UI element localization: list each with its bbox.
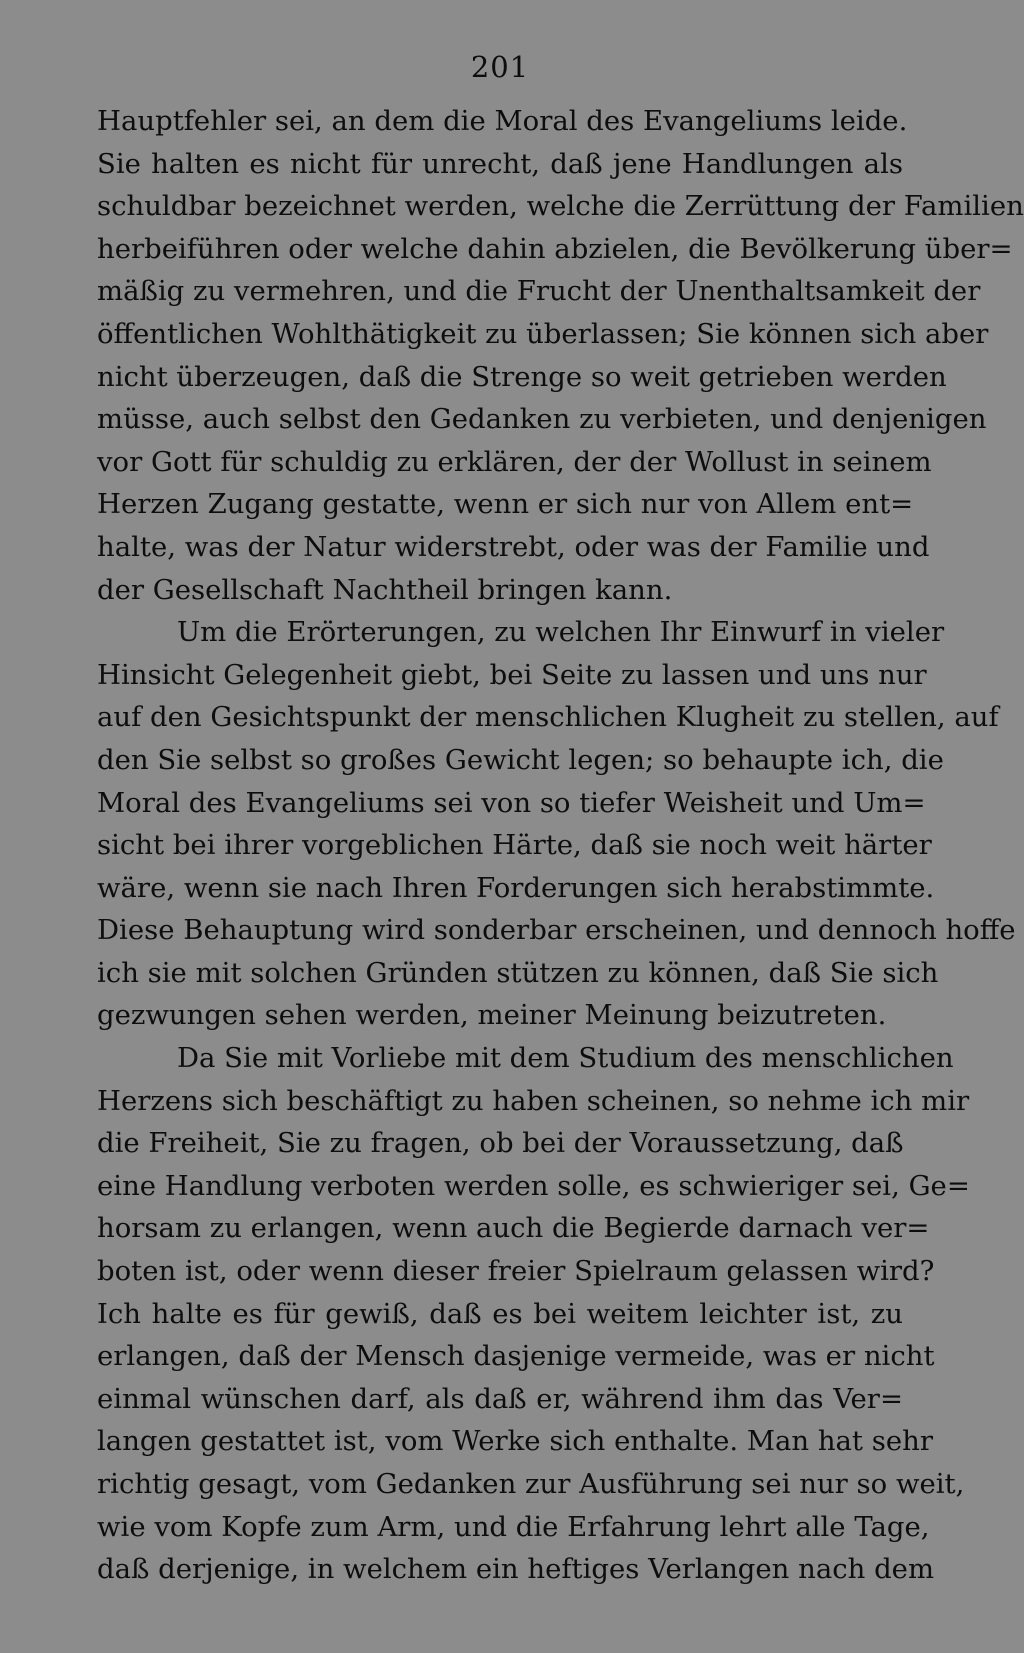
text-line: wie vom Kopfe zum Arm, und die Erfahrung lehrt alle Tage, [97, 1510, 930, 1543]
text-line: wäre, wenn sie nach Ihren Forderungen sich herabstimmte. [97, 871, 935, 904]
paragraph-end-line: gezwungen sehen werden, meiner Meinung beizutreten. [97, 999, 887, 1032]
paragraph-end-line: der Gesellschaft Nachtheil bringen kann. [97, 573, 673, 606]
text-line: eine Handlung verboten werden solle, es schwieriger sei, Ge= [97, 1169, 970, 1202]
body-text [97, 100, 1024, 1591]
text-line: auf den Gesichtspunkt der menschlichen Klugheit zu stellen, auf [97, 701, 999, 734]
text-line: langen gestattet ist, vom Werke sich enthalte. Man hat sehr [97, 1425, 933, 1458]
text-line: ich sie mit solchen Gründen stützen zu können, daß Sie sich [97, 956, 939, 989]
text-line: Herzen Zugang gestatte, wenn er sich nur von Allem ent= [97, 488, 914, 521]
text-line: boten ist, oder wenn dieser freier Spielraum gelassen wird? [97, 1255, 935, 1288]
text-line: müsse, auch selbst den Gedanken zu verbieten, und denjenigen [97, 403, 987, 436]
text-line: herbeiführen oder welche dahin abzielen, die Bevölkerung über= [97, 232, 1013, 265]
text-line: einmal wünschen darf, als daß er, während ihm das Ver= [97, 1382, 903, 1415]
text-line: halte, was der Natur widerstrebt, oder was der Familie und [97, 530, 930, 563]
text-line: öffentlichen Wohlthätigkeit zu überlassen; Sie können sich aber [97, 317, 989, 350]
text-line: nicht überzeugen, daß die Strenge so weit getrieben werden [97, 360, 947, 393]
text-line: Sie halten es nicht für unrecht, daß jene Handlungen als [97, 147, 903, 180]
text-line: sicht bei ihrer vorgeblichen Härte, daß sie noch weit härter [97, 829, 932, 862]
text-line: Ich halte es für gewiß, daß es bei weitem leichter ist, zu [97, 1297, 903, 1330]
text-line: erlangen, daß der Mensch dasjenige vermeide, was er nicht [97, 1340, 935, 1373]
page-number: 201 [470, 50, 530, 84]
text-line: Moral des Evangeliums sei von so tiefer Weisheit und Um= [97, 786, 926, 819]
text-line: Hinsicht Gelegenheit giebt, bei Seite zu lassen und uns nur [97, 658, 927, 691]
text-line: Diese Behauptung wird sonderbar erscheinen, und dennoch hoffe [97, 914, 1016, 947]
paragraph-start-line: Um die Erörterungen, zu welchen Ihr Einwurf in vieler [177, 616, 945, 649]
paragraph-start-line: Da Sie mit Vorliebe mit dem Studium des menschlichen [177, 1042, 954, 1075]
text-line: daß derjenige, in welchem ein heftiges Verlangen nach dem [97, 1553, 935, 1586]
text-line: mäßig zu vermehren, und die Frucht der Unenthaltsamkeit der [97, 275, 981, 308]
text-line: Hauptfehler sei, an dem die Moral des Evangeliums leide. [97, 105, 908, 137]
text-line: richtig gesagt, vom Gedanken zur Ausführung sei nur so weit, [97, 1468, 965, 1500]
text-line: Herzens sich beschäftigt zu haben scheinen, so nehme ich mir [97, 1084, 970, 1117]
text-line: schuldbar bezeichnet werden, welche die Zerrüttung der Familien [97, 190, 1024, 223]
text-line: die Freiheit, Sie zu fragen, ob bei der Voraussetzung, daß [97, 1127, 904, 1160]
text-line: vor Gott für schuldig zu erklären, der der Wollust in seinem [97, 445, 932, 478]
text-line: den Sie selbst so großes Gewicht legen; so behaupte ich, die [97, 743, 944, 776]
text-line: horsam zu erlangen, wenn auch die Begierde darnach ver= [97, 1212, 930, 1245]
